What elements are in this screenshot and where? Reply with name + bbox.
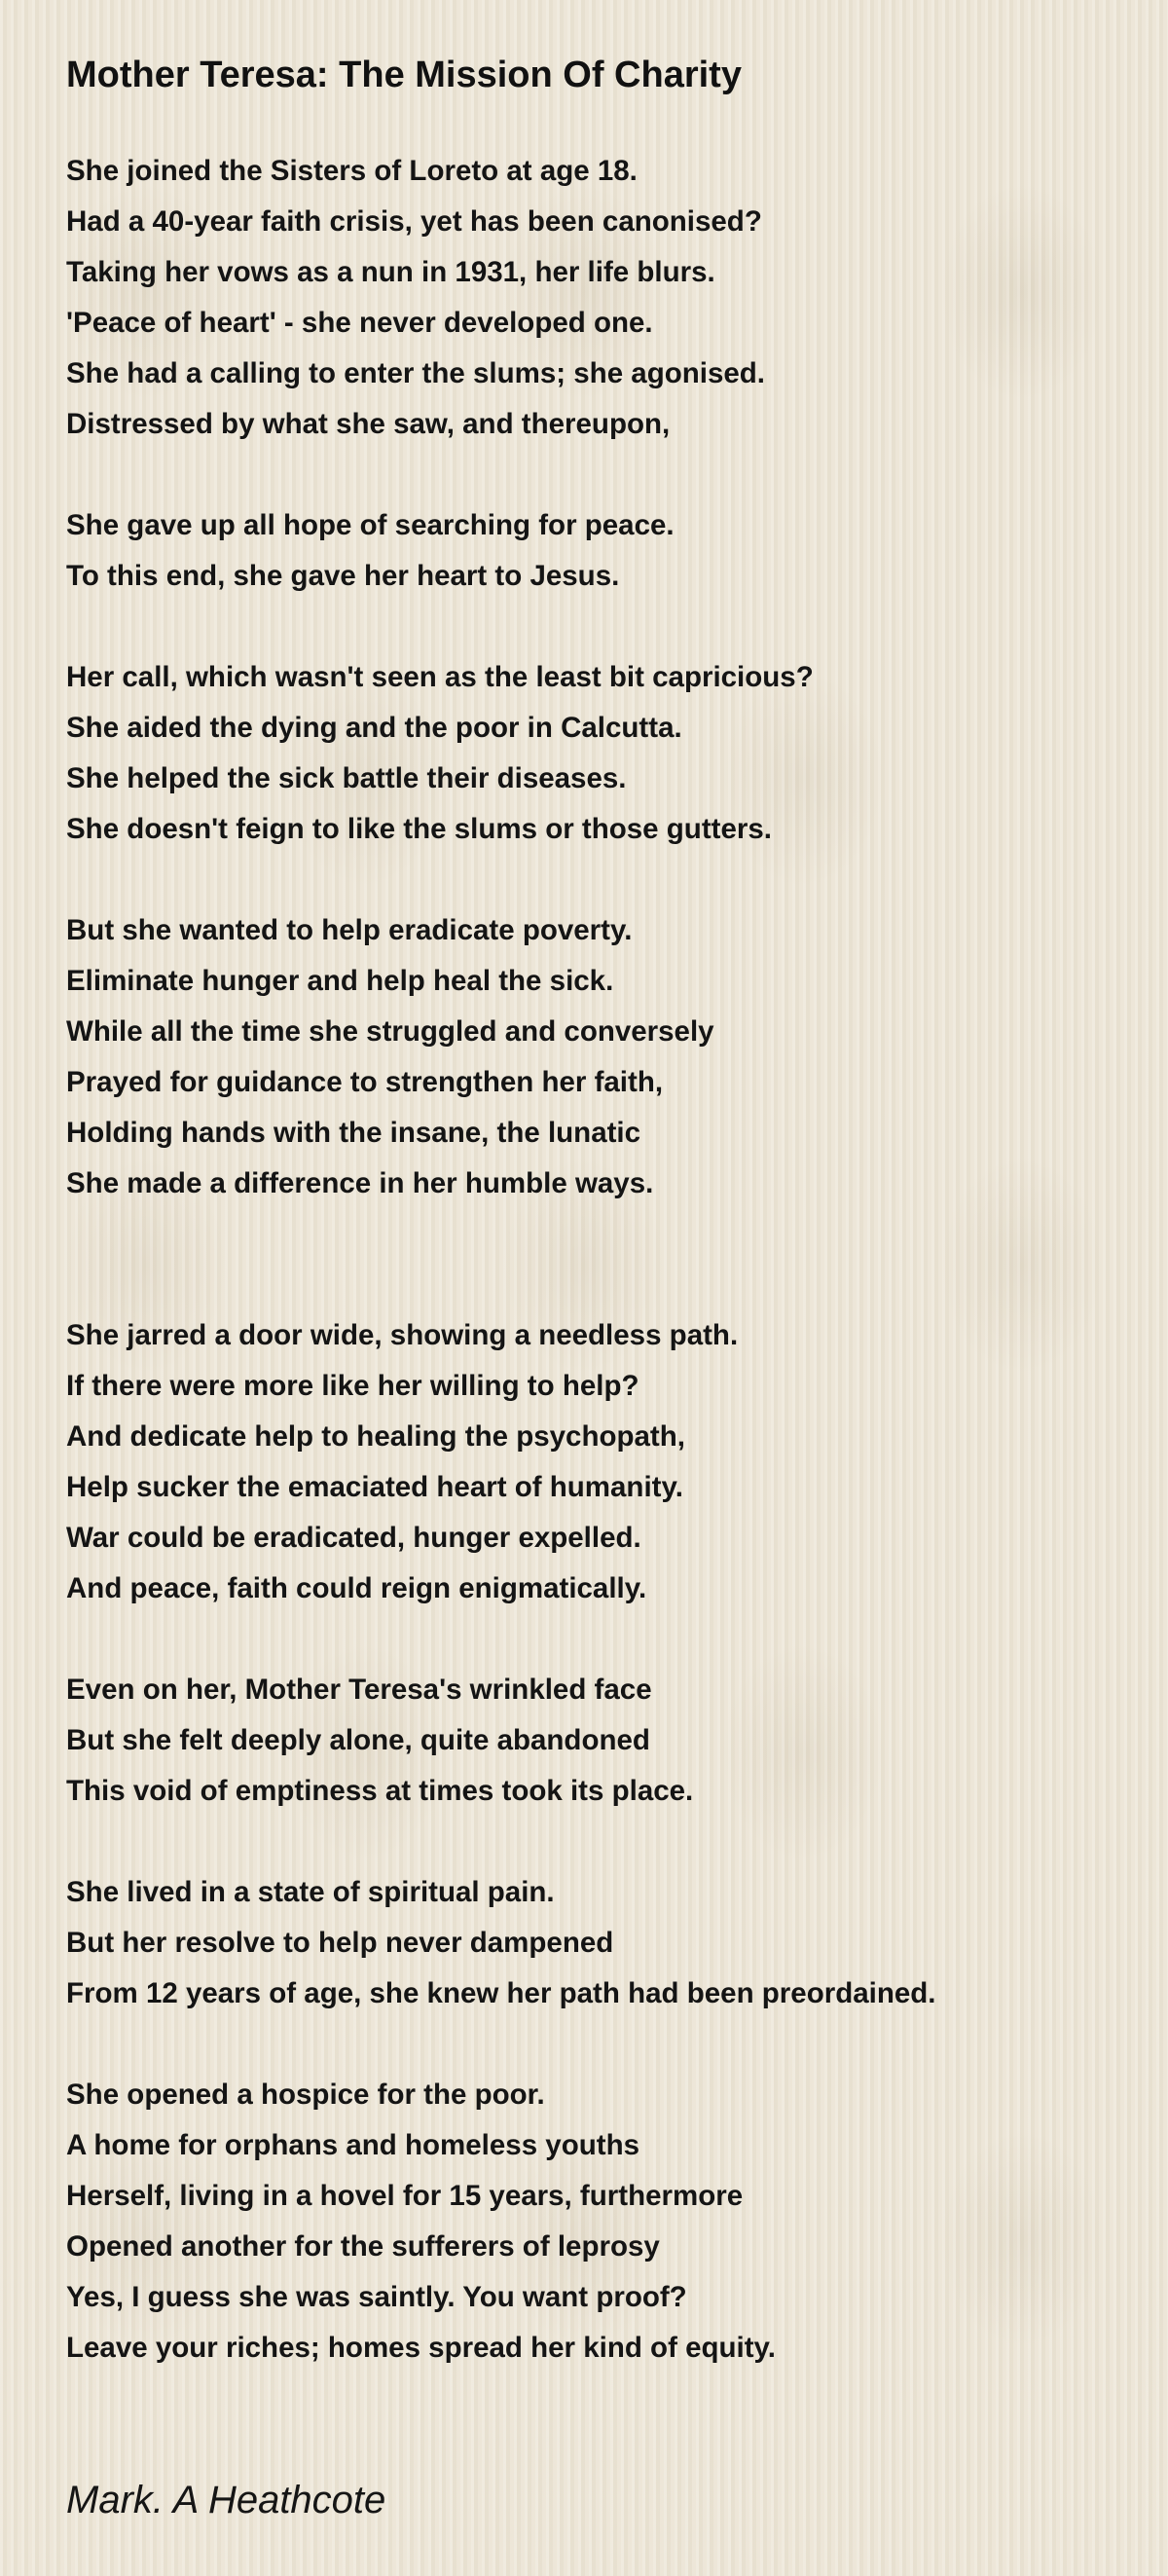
poem-line: But her resolve to help never dampened bbox=[66, 1927, 614, 1959]
poem-line: Help sucker the emaciated heart of humanity. bbox=[66, 1471, 683, 1503]
poem-line: She made a difference in her humble ways. bbox=[66, 1167, 654, 1199]
poem-line: War could be eradicated, hunger expelled. bbox=[66, 1522, 641, 1554]
poem-line: She joined the Sisters of Loreto at age 18. bbox=[66, 155, 638, 187]
poem-line: To this end, she gave her heart to Jesus. bbox=[66, 560, 620, 592]
poem-line: But she felt deeply alone, quite abandoned bbox=[66, 1724, 650, 1756]
poem-line: She lived in a state of spiritual pain. bbox=[66, 1876, 555, 1908]
poem-line: And peace, faith could reign enigmatically. bbox=[66, 1572, 647, 1604]
poem-line: Taking her vows as a nun in 1931, her life blurs. bbox=[66, 256, 715, 288]
poem-line: She had a calling to enter the slums; she agonised. bbox=[66, 357, 765, 389]
poem-line: Herself, living in a hovel for 15 years, furthermore bbox=[66, 2180, 744, 2212]
poem-line: And dedicate help to healing the psychopath, bbox=[66, 1420, 685, 1453]
poem-line: Even on her, Mother Teresa's wrinkled face bbox=[66, 1674, 652, 1706]
poem-line: 'Peace of heart' - she never developed one. bbox=[66, 307, 653, 339]
poem-line: Her call, which wasn't seen as the least bit capricious? bbox=[66, 661, 814, 693]
poem-line: Prayed for guidance to strengthen her faith, bbox=[66, 1066, 664, 1098]
poem-line: Yes, I guess she was saintly. You want proof? bbox=[66, 2281, 687, 2313]
stanza-1 bbox=[66, 146, 1137, 450]
poem-line: She jarred a door wide, showing a needless path. bbox=[66, 1319, 739, 1351]
poem-line: Had a 40-year faith crisis, yet has been canonised? bbox=[66, 205, 762, 238]
poem-line: She helped the sick battle their diseases. bbox=[66, 762, 627, 794]
poem-title: Mother Teresa: The Mission Of Charity bbox=[66, 55, 742, 95]
poem-line: Distressed by what she saw, and thereupon, bbox=[66, 408, 671, 440]
poem-line: This void of emptiness at times took its place. bbox=[66, 1775, 694, 1807]
poem-line: If there were more like her willing to help? bbox=[66, 1370, 639, 1402]
poem-line: She opened a hospice for the poor. bbox=[66, 2079, 545, 2111]
poem-line: But she wanted to help eradicate poverty. bbox=[66, 914, 633, 946]
author-name: Mark. A Heathcote bbox=[66, 2479, 386, 2521]
stanza-8 bbox=[66, 2070, 1137, 2374]
stanza-3 bbox=[66, 652, 1137, 855]
stanza-7 bbox=[66, 1867, 1137, 2019]
poem-line: Leave your riches; homes spread her kind of equity. bbox=[66, 2332, 776, 2364]
poem-line: Opened another for the sufferers of leprosy bbox=[66, 2230, 660, 2263]
poem-line: She aided the dying and the poor in Calcutta. bbox=[66, 712, 682, 744]
poem-body bbox=[66, 146, 1137, 2374]
poem-line: Eliminate hunger and help heal the sick. bbox=[66, 965, 614, 997]
poem-line: A home for orphans and homeless youths bbox=[66, 2129, 639, 2161]
poem-line: Holding hands with the insane, the lunatic bbox=[66, 1117, 641, 1149]
stanza-4 bbox=[66, 905, 1137, 1209]
poem-line: She gave up all hope of searching for peace. bbox=[66, 509, 675, 541]
poem-line: While all the time she struggled and conversely bbox=[66, 1015, 714, 1048]
stanza-2 bbox=[66, 500, 1137, 602]
stanza-5 bbox=[66, 1310, 1137, 1614]
poem-line: From 12 years of age, she knew her path had been preordained. bbox=[66, 1977, 936, 2009]
poem-line: She doesn't feign to like the slums or those gutters. bbox=[66, 813, 772, 845]
stanza-6 bbox=[66, 1665, 1137, 1817]
